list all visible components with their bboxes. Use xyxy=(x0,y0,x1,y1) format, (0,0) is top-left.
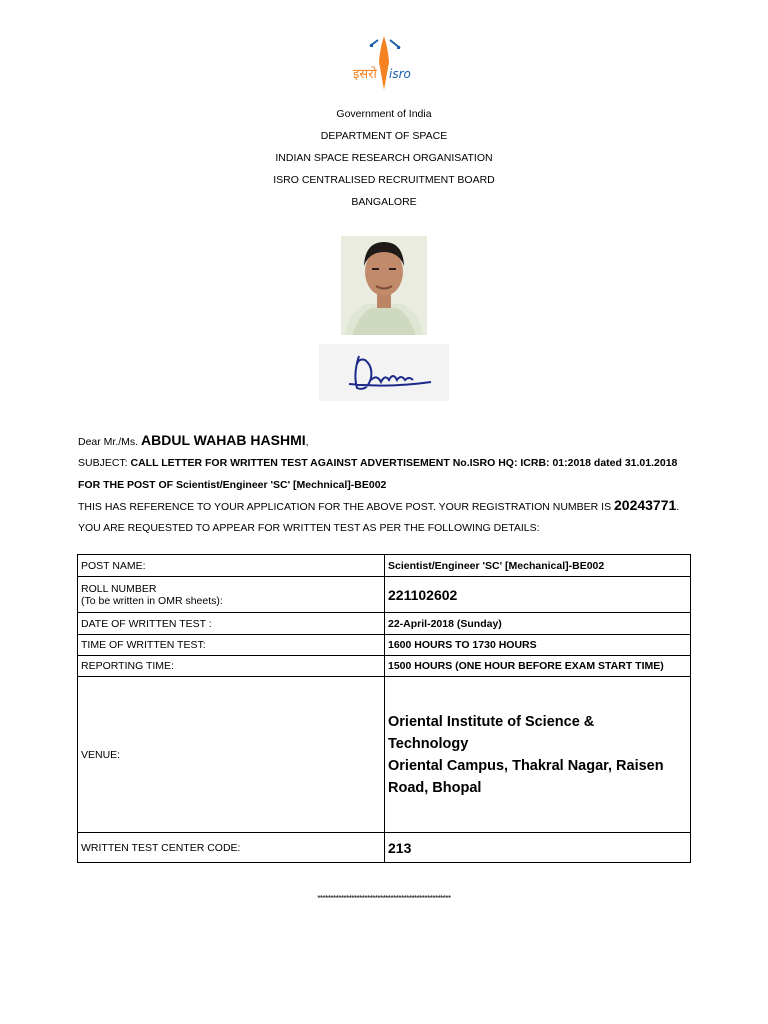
registration-number: 20243771 xyxy=(614,497,677,513)
person-photo-icon xyxy=(341,236,427,335)
venue-line-3: Oriental Campus, Thakral Nagar, Raisen xyxy=(388,757,664,774)
time-value: 1600 HOURS TO 1730 HOURS xyxy=(385,635,691,656)
table-row-post-name xyxy=(78,555,691,577)
date-label: DATE OF WRITTEN TEST : xyxy=(78,613,385,635)
reference-suffix: . xyxy=(676,501,680,513)
post-name-label: POST NAME: xyxy=(78,555,385,577)
roll-number-label: ROLL NUMBER xyxy=(81,582,157,595)
header-organisation: INDIAN SPACE RESEARCH ORGANISATION xyxy=(275,152,493,164)
salutation-line xyxy=(78,432,309,448)
subject-line xyxy=(78,457,677,469)
table-row-reporting xyxy=(78,656,691,677)
subject-text: CALL LETTER FOR WRITTEN TEST AGAINST ADVERTISEMENT No.ISRO HQ: ICRB: 01:2018 dated 31.01.2018 xyxy=(130,457,678,469)
roll-number-sublabel: (To be written in OMR sheets): xyxy=(81,594,223,607)
table-row-time xyxy=(78,635,691,656)
candidate-name: ABDUL WAHAB HASHMI xyxy=(141,432,306,448)
venue-line-2: Technology xyxy=(388,735,469,752)
table-row-venue xyxy=(78,677,691,833)
table-row-roll-number xyxy=(78,577,691,613)
table-row-date xyxy=(78,613,691,635)
footer-stars: *************************************************** xyxy=(317,894,451,903)
header-city: BANGALORE xyxy=(351,196,417,208)
table-row-center-code xyxy=(78,833,691,863)
candidate-signature xyxy=(319,344,449,401)
salutation-suffix: , xyxy=(305,436,309,448)
letter-header xyxy=(0,103,768,213)
reference-line xyxy=(78,497,679,513)
isro-english-text: isro xyxy=(389,67,411,81)
reference-text: THIS HAS REFERENCE TO YOUR APPLICATION FOR THE ABOVE POST. YOUR REGISTRATION NUMBER IS xyxy=(78,501,614,513)
venue-line-4: Road, Bhopal xyxy=(388,779,482,796)
venue-label: VENUE: xyxy=(78,677,385,833)
isro-logo xyxy=(348,34,420,92)
salutation-prefix: Dear Mr./Ms. xyxy=(78,436,142,448)
roll-number-label-cell xyxy=(78,577,385,613)
reporting-label: REPORTING TIME: xyxy=(78,656,385,677)
subject-label: SUBJECT: xyxy=(78,457,131,469)
post-name-value: Scientist/Engineer 'SC' [Mechanical]-BE002 xyxy=(385,555,691,577)
reporting-value: 1500 HOURS (ONE HOUR BEFORE EXAM START TIME) xyxy=(385,656,691,677)
date-value: 22-April-2018 (Sunday) xyxy=(385,613,691,635)
request-line: YOU ARE REQUESTED TO APPEAR FOR WRITTEN TEST AS PER THE FOLLOWING DETAILS: xyxy=(78,522,540,534)
header-government: Government of India xyxy=(336,108,432,120)
header-department: DEPARTMENT OF SPACE xyxy=(320,130,448,142)
venue-value xyxy=(385,677,691,833)
roll-number-value: 221102602 xyxy=(385,577,691,613)
center-code-label: WRITTEN TEST CENTER CODE: xyxy=(78,833,385,863)
test-details-table xyxy=(77,554,691,863)
center-code-value: 213 xyxy=(385,833,691,863)
time-label: TIME OF WRITTEN TEST: xyxy=(78,635,385,656)
venue-line-1: Oriental Institute of Science & xyxy=(388,713,595,730)
signature-icon xyxy=(319,344,449,401)
candidate-photo xyxy=(341,236,427,335)
post-line: FOR THE POST OF Scientist/Engineer 'SC' [Mechnical]-BE002 xyxy=(78,479,387,491)
isro-hindi-text: इसरो xyxy=(353,67,377,82)
header-board: ISRO CENTRALISED RECRUITMENT BOARD xyxy=(273,174,495,186)
isro-logo-icon xyxy=(348,34,420,92)
